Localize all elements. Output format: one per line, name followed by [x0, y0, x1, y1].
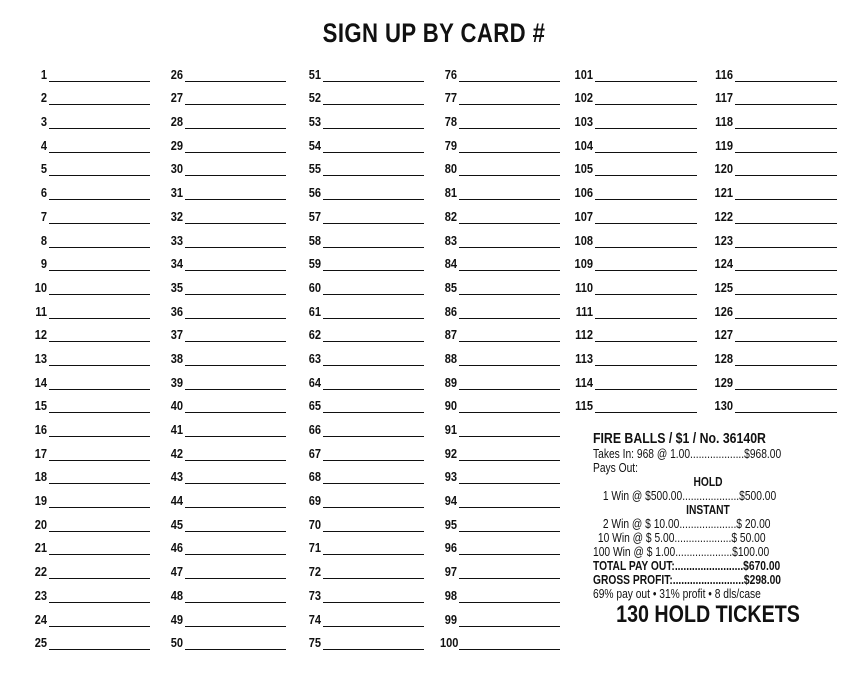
signup-row [437, 105, 560, 129]
hold-line: 1 Win @ $500.00....................$500.00 [602, 489, 777, 503]
signup-row [569, 366, 697, 390]
signup-row [27, 555, 150, 579]
signup-row [301, 295, 424, 319]
signup-row [301, 555, 424, 579]
card-number: 108 [574, 232, 593, 248]
instant-line: 2 Win @ $ 10.00....................$ 20.00 [602, 517, 771, 531]
card-number: 29 [170, 137, 183, 153]
signup-row [27, 532, 150, 556]
signup-row [709, 319, 837, 343]
signup-row [27, 342, 150, 366]
signup-row [301, 248, 424, 272]
card-number: 21 [34, 540, 47, 556]
signup-row [27, 484, 150, 508]
card-number: 75 [308, 635, 321, 651]
signup-row [709, 224, 837, 248]
hold-label: HOLD [693, 475, 723, 489]
card-number: 9 [40, 256, 47, 272]
signup-row [163, 58, 286, 82]
card-number: 88 [444, 350, 457, 366]
card-number: 14 [34, 374, 47, 390]
card-number: 15 [34, 398, 47, 414]
card-number: 27 [170, 90, 183, 106]
signup-row [437, 484, 560, 508]
signup-row [569, 390, 697, 414]
card-number: 4 [40, 137, 47, 153]
signup-row [27, 200, 150, 224]
card-number: 129 [714, 374, 733, 390]
card-number: 26 [170, 66, 183, 82]
card-number: 28 [170, 114, 183, 130]
signup-row [27, 603, 150, 627]
card-number: 57 [308, 208, 321, 224]
signup-row [163, 129, 286, 153]
signup-row [301, 271, 424, 295]
card-number: 45 [170, 516, 183, 532]
card-number: 67 [308, 445, 321, 461]
signup-row [163, 176, 286, 200]
signup-row [569, 200, 697, 224]
card-number: 7 [40, 208, 47, 224]
signup-row [301, 390, 424, 414]
card-number: 115 [575, 398, 593, 414]
signup-row [27, 58, 150, 82]
card-number: 36 [170, 303, 183, 319]
signup-row [437, 366, 560, 390]
card-number: 50 [170, 635, 183, 651]
signup-line[interactable] [459, 648, 560, 650]
signup-row [163, 532, 286, 556]
card-number: 60 [308, 279, 321, 295]
card-number: 124 [714, 256, 733, 272]
card-number: 126 [714, 303, 733, 319]
signup-row [301, 224, 424, 248]
signup-row [163, 413, 286, 437]
card-number: 76 [444, 66, 457, 82]
signup-row [301, 437, 424, 461]
signup-row [437, 603, 560, 627]
signup-row [27, 176, 150, 200]
card-number: 73 [308, 587, 321, 603]
card-number: 53 [308, 114, 321, 130]
signup-row [437, 271, 560, 295]
signup-row [301, 484, 424, 508]
signup-row [709, 176, 837, 200]
signup-line[interactable] [595, 411, 697, 413]
signup-row [301, 532, 424, 556]
signup-row [301, 82, 424, 106]
instant-label: INSTANT [686, 503, 730, 517]
card-number: 103 [574, 114, 593, 130]
signup-column [163, 58, 286, 650]
card-number: 80 [444, 161, 457, 177]
card-number: 46 [170, 540, 183, 556]
card-number: 31 [170, 185, 183, 201]
card-number: 125 [714, 279, 733, 295]
signup-row [163, 319, 286, 343]
summary-line: 69% pay out • 31% profit • 8 dls/case [593, 587, 761, 601]
card-number: 61 [308, 303, 321, 319]
signup-row [301, 603, 424, 627]
signup-row [301, 153, 424, 177]
card-number: 23 [34, 587, 47, 603]
card-number: 5 [40, 161, 47, 177]
card-number: 24 [34, 611, 47, 627]
takes-in: Takes In: 968 @ 1.00...................$968.00 [593, 447, 782, 461]
signup-row [163, 295, 286, 319]
card-number: 38 [170, 350, 183, 366]
signup-row [163, 366, 286, 390]
card-number: 98 [444, 587, 457, 603]
card-number: 89 [444, 374, 457, 390]
signup-row [709, 248, 837, 272]
signup-row [569, 82, 697, 106]
signup-row [27, 271, 150, 295]
signup-row [27, 461, 150, 485]
card-number: 8 [40, 232, 47, 248]
card-number: 3 [40, 114, 47, 130]
card-number: 117 [715, 90, 733, 106]
total-pay-out: TOTAL PAY OUT:........................$670.00 [593, 559, 781, 573]
card-number: 17 [34, 445, 47, 461]
signup-row [437, 413, 560, 437]
signup-row [27, 508, 150, 532]
page-title: SIGN UP BY CARD # [322, 18, 546, 48]
signup-row [27, 390, 150, 414]
signup-row [709, 153, 837, 177]
card-number: 116 [715, 66, 733, 82]
signup-row [437, 532, 560, 556]
card-number: 97 [444, 564, 457, 580]
card-number: 95 [444, 516, 457, 532]
card-number: 78 [444, 114, 457, 130]
signup-row [569, 248, 697, 272]
signup-row [709, 366, 837, 390]
signup-row [569, 105, 697, 129]
card-number: 102 [574, 90, 593, 106]
signup-row [709, 58, 837, 82]
card-number: 2 [40, 90, 47, 106]
signup-row [437, 319, 560, 343]
signup-column [569, 58, 697, 413]
signup-row [437, 224, 560, 248]
signup-row [437, 437, 560, 461]
signup-row [301, 461, 424, 485]
card-number: 69 [308, 493, 321, 509]
signup-row [437, 579, 560, 603]
signup-row [163, 484, 286, 508]
signup-row [163, 224, 286, 248]
card-number: 112 [575, 327, 593, 343]
signup-row [301, 176, 424, 200]
card-number: 101 [574, 66, 593, 82]
signup-column [709, 58, 837, 413]
card-number: 35 [170, 279, 183, 295]
signup-row [27, 413, 150, 437]
signup-row [569, 129, 697, 153]
hold-tickets: 130 HOLD TICKETS [616, 601, 800, 628]
card-number: 104 [574, 137, 593, 153]
signup-row [163, 579, 286, 603]
card-number: 54 [308, 137, 321, 153]
card-number: 10 [34, 279, 47, 295]
signup-line[interactable] [49, 648, 150, 650]
signup-row [163, 248, 286, 272]
card-number: 71 [308, 540, 321, 556]
signup-row [27, 248, 150, 272]
signup-line[interactable] [185, 648, 286, 650]
card-number: 122 [714, 208, 733, 224]
signup-row [163, 271, 286, 295]
signup-row [301, 319, 424, 343]
card-number: 39 [170, 374, 183, 390]
signup-row [163, 437, 286, 461]
signup-row [301, 366, 424, 390]
card-number: 41 [170, 422, 183, 437]
card-number: 70 [308, 516, 321, 532]
signup-row [437, 200, 560, 224]
card-number: 68 [308, 469, 321, 485]
signup-row [709, 82, 837, 106]
signup-row [27, 224, 150, 248]
card-number: 18 [34, 469, 47, 485]
card-number: 81 [444, 185, 457, 201]
signup-column [437, 58, 560, 650]
signup-row [163, 153, 286, 177]
instant-line: 100 Win @ $ 1.00....................$100.00 [593, 545, 770, 559]
signup-row [437, 82, 560, 106]
card-number: 94 [444, 493, 457, 509]
signup-row [569, 295, 697, 319]
signup-row [437, 248, 560, 272]
card-number: 113 [575, 350, 593, 366]
card-number: 22 [34, 564, 47, 580]
signup-row [27, 579, 150, 603]
signup-row [163, 603, 286, 627]
signup-row [709, 295, 837, 319]
signup-row [437, 508, 560, 532]
card-number: 12 [34, 327, 47, 343]
card-number: 120 [714, 161, 733, 177]
card-number: 33 [170, 232, 183, 248]
signup-row [709, 200, 837, 224]
card-number: 93 [444, 469, 457, 485]
signup-row [163, 200, 286, 224]
card-number: 106 [574, 185, 593, 201]
card-number: 65 [308, 398, 321, 414]
signup-column [27, 58, 150, 650]
signup-row [163, 508, 286, 532]
card-number: 40 [170, 398, 183, 414]
signup-row [569, 224, 697, 248]
signup-row [437, 129, 560, 153]
card-number: 100 [440, 635, 459, 651]
signup-row [569, 58, 697, 82]
card-number: 13 [34, 350, 47, 366]
signup-row [27, 82, 150, 106]
signup-line[interactable] [323, 648, 424, 650]
signup-row [709, 342, 837, 366]
card-number: 77 [444, 90, 457, 106]
signup-row [437, 390, 560, 414]
card-number: 56 [308, 185, 321, 201]
game-info-panel [593, 430, 823, 629]
card-number: 99 [444, 611, 457, 627]
signup-row [569, 319, 697, 343]
signup-row [437, 461, 560, 485]
card-number: 118 [715, 114, 733, 130]
card-number: 1 [40, 66, 47, 82]
signup-row [709, 105, 837, 129]
signup-row [569, 271, 697, 295]
card-number: 96 [444, 540, 457, 556]
card-number: 91 [444, 422, 457, 437]
card-number: 32 [170, 208, 183, 224]
card-number: 82 [444, 208, 457, 224]
card-number: 130 [714, 398, 733, 414]
card-number: 83 [444, 232, 457, 248]
card-number: 34 [170, 256, 183, 272]
card-number: 52 [308, 90, 321, 106]
card-number: 111 [575, 303, 593, 319]
card-number: 44 [170, 493, 183, 509]
signup-row [27, 627, 150, 651]
card-number: 48 [170, 587, 183, 603]
signup-row [437, 627, 560, 651]
card-number: 63 [308, 350, 321, 366]
signup-row [301, 129, 424, 153]
signup-row [163, 461, 286, 485]
card-number: 84 [444, 256, 457, 272]
card-number: 42 [170, 445, 183, 461]
signup-row [163, 105, 286, 129]
card-number: 64 [308, 374, 321, 390]
card-number: 85 [444, 279, 457, 295]
card-number: 59 [308, 256, 321, 272]
signup-row [709, 271, 837, 295]
signup-row [569, 153, 697, 177]
card-number: 127 [714, 327, 733, 343]
card-number: 119 [715, 137, 733, 153]
card-number: 51 [308, 66, 321, 82]
signup-row [301, 627, 424, 651]
signup-row [27, 153, 150, 177]
signup-row [437, 176, 560, 200]
card-number: 128 [714, 350, 733, 366]
card-number: 121 [714, 185, 733, 201]
signup-row [27, 437, 150, 461]
signup-row [301, 579, 424, 603]
signup-row [301, 200, 424, 224]
signup-row [163, 390, 286, 414]
signup-row [437, 342, 560, 366]
card-number: 25 [34, 635, 47, 651]
card-number: 90 [444, 398, 457, 414]
signup-row [301, 342, 424, 366]
card-number: 87 [444, 327, 457, 343]
card-number: 6 [40, 185, 47, 201]
signup-row [301, 58, 424, 82]
signup-row [163, 82, 286, 106]
signup-row [27, 319, 150, 343]
signup-row [163, 627, 286, 651]
card-number: 79 [444, 137, 457, 153]
signup-row [437, 295, 560, 319]
card-number: 16 [34, 422, 47, 437]
card-number: 110 [575, 279, 593, 295]
signup-row [301, 413, 424, 437]
signup-row [27, 366, 150, 390]
card-number: 109 [574, 256, 593, 272]
card-number: 30 [170, 161, 183, 177]
signup-row [301, 105, 424, 129]
signup-row [163, 342, 286, 366]
card-number: 11 [35, 303, 47, 319]
card-number: 58 [308, 232, 321, 248]
signup-row [27, 105, 150, 129]
signup-row [437, 153, 560, 177]
card-number: 43 [170, 469, 183, 485]
instant-line: 10 Win @ $ 5.00....................$ 50.00 [597, 531, 766, 545]
signup-row [437, 58, 560, 82]
signup-row [301, 508, 424, 532]
signup-row [437, 555, 560, 579]
card-number: 86 [444, 303, 457, 319]
card-number: 123 [714, 232, 733, 248]
signup-line[interactable] [735, 411, 837, 413]
card-number: 47 [170, 564, 183, 580]
signup-row [27, 295, 150, 319]
card-number: 92 [444, 445, 457, 461]
signup-row [163, 555, 286, 579]
gross-profit: GROSS PROFIT:.........................$298.00 [593, 573, 781, 587]
card-number: 55 [308, 161, 321, 177]
signup-column [301, 58, 424, 650]
card-number: 19 [34, 493, 47, 509]
game-heading: FIRE BALLS / $1 / No. 36140R [593, 430, 766, 447]
signup-row [569, 342, 697, 366]
card-number: 107 [574, 208, 593, 224]
card-number: 74 [308, 611, 321, 627]
card-number: 49 [170, 611, 183, 627]
card-number: 105 [574, 161, 593, 177]
card-number: 66 [308, 422, 321, 437]
card-number: 37 [170, 327, 183, 343]
card-number: 114 [575, 374, 593, 390]
pays-out-label: Pays Out: [593, 461, 639, 475]
card-number: 62 [308, 327, 321, 343]
signup-row [569, 176, 697, 200]
signup-row [709, 129, 837, 153]
card-number: 20 [34, 516, 47, 532]
signup-row [27, 129, 150, 153]
signup-row [709, 390, 837, 414]
card-number: 72 [308, 564, 321, 580]
